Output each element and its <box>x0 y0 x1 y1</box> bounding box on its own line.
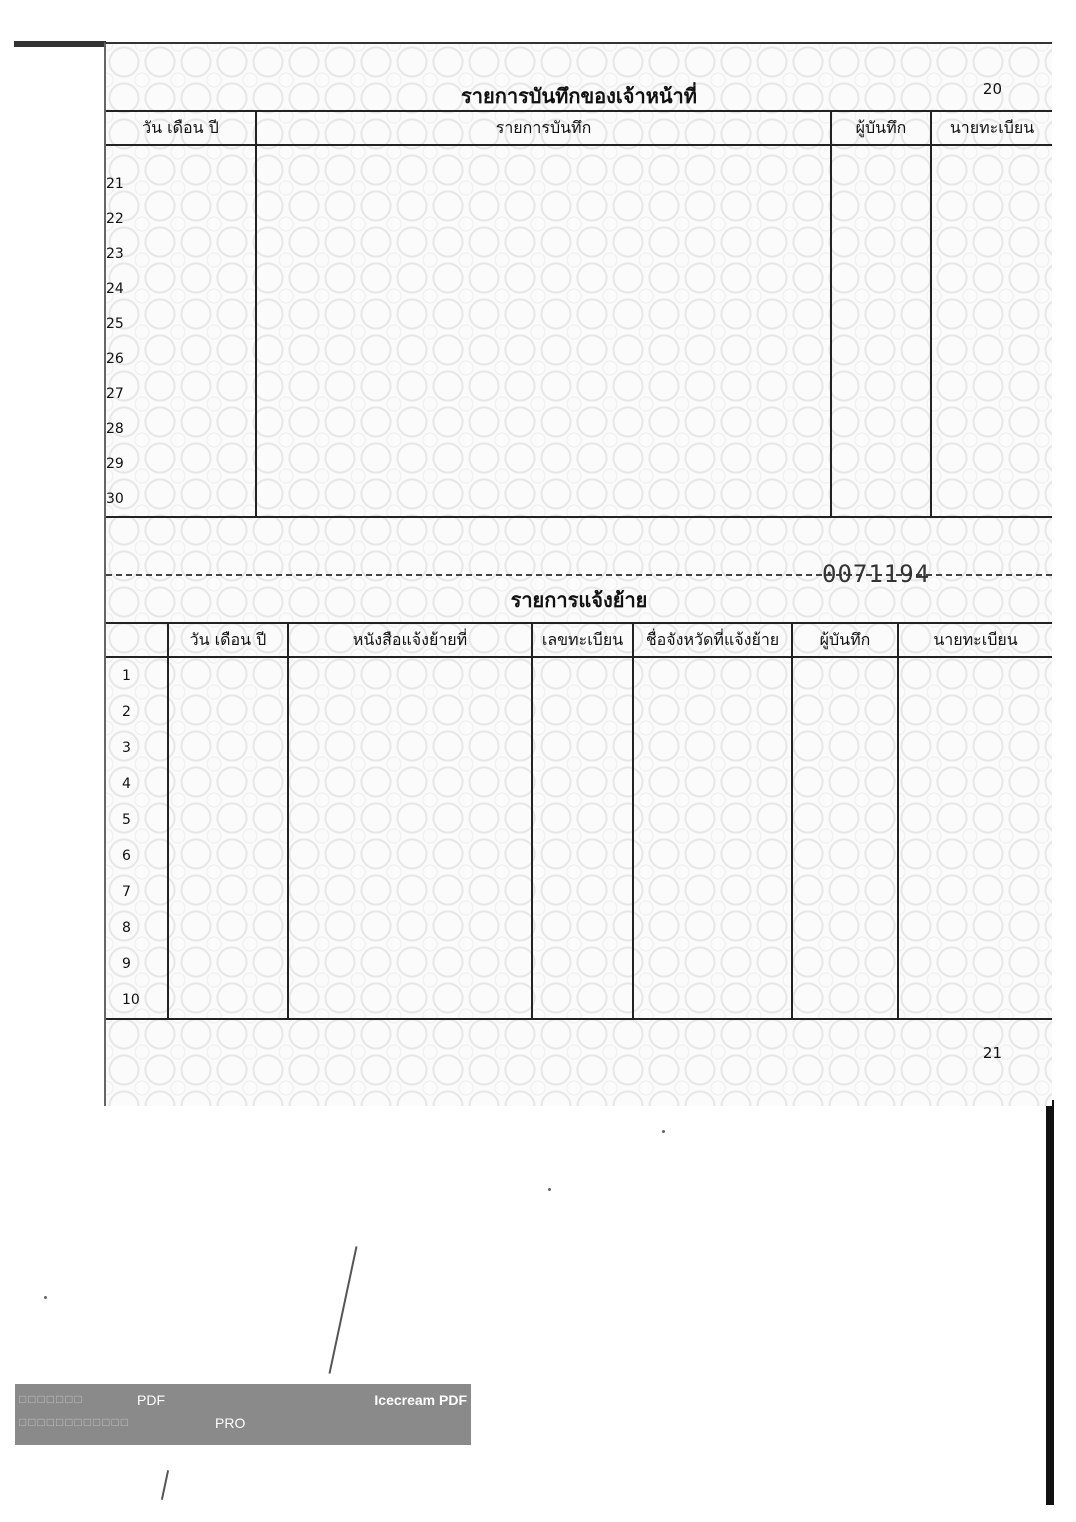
table-row <box>106 766 1052 802</box>
column-header: นายทะเบียน <box>898 623 1052 657</box>
table-row <box>106 236 1052 271</box>
document-sheet <box>104 42 1052 1106</box>
relocation-table <box>106 622 1052 1020</box>
table-row <box>106 306 1052 341</box>
section1-title: รายการบันทึกของเจ้าหน้าที่ <box>461 84 697 108</box>
official-records-table <box>106 110 1052 518</box>
table-row <box>106 730 1052 766</box>
column-header: ผู้บันทึก <box>831 111 931 145</box>
table-row <box>106 874 1052 910</box>
table-row <box>106 341 1052 376</box>
row-number: 23 <box>106 236 256 271</box>
row-number: 10 <box>106 982 168 1019</box>
row-number: 1 <box>106 657 168 694</box>
table-row <box>106 481 1052 517</box>
row-number: 28 <box>106 411 256 446</box>
table-row <box>106 838 1052 874</box>
watermark-label: PRO <box>215 1415 246 1431</box>
table-row <box>106 657 1052 694</box>
scan-edge-line <box>14 41 106 47</box>
serial-number: 0071194 <box>822 560 931 588</box>
table-row <box>106 802 1052 838</box>
scan-mark <box>329 1246 358 1374</box>
table-row <box>106 376 1052 411</box>
row-number: 7 <box>106 874 168 910</box>
row-number: 21 <box>106 166 256 201</box>
section2-title: รายการแจ้งย้าย <box>510 588 648 612</box>
table-header-row <box>106 623 1052 657</box>
table-header-row <box>106 111 1052 145</box>
row-number: 27 <box>106 376 256 411</box>
scan-edge-line <box>1046 1100 1054 1505</box>
scan-speck <box>662 1130 665 1133</box>
column-header: วัน เดือน ปี <box>168 623 288 657</box>
row-number: 2 <box>106 694 168 730</box>
column-header: รายการบันทึก <box>256 111 831 145</box>
row-number: 30 <box>106 481 256 517</box>
table-row <box>106 446 1052 481</box>
row-number: 22 <box>106 201 256 236</box>
column-header: ชื่อจังหวัดที่แจ้งย้าย <box>633 623 792 657</box>
column-header: ผู้บันทึก <box>792 623 898 657</box>
watermark-label: PDF <box>137 1392 165 1408</box>
page-number-bottom: 21 <box>982 1044 1002 1062</box>
table-row <box>106 946 1052 982</box>
watermark-brand: Icecream PDF <box>374 1392 467 1408</box>
table-row <box>106 694 1052 730</box>
page-number-top: 20 <box>982 80 1002 98</box>
row-number: 9 <box>106 946 168 982</box>
table-row <box>106 910 1052 946</box>
column-header: หนังสือแจ้งย้ายที่ <box>288 623 532 657</box>
table-row <box>106 166 1052 201</box>
row-number: 8 <box>106 910 168 946</box>
column-header: เลขทะเบียน <box>532 623 633 657</box>
row-number: 5 <box>106 802 168 838</box>
row-number: 26 <box>106 341 256 376</box>
scan-mark <box>161 1470 169 1500</box>
row-number: 25 <box>106 306 256 341</box>
row-number: 4 <box>106 766 168 802</box>
row-number: 3 <box>106 730 168 766</box>
row-number: 24 <box>106 271 256 306</box>
column-header: นายทะเบียน <box>931 111 1052 145</box>
scan-speck <box>44 1296 47 1299</box>
table-row <box>106 201 1052 236</box>
row-number: 29 <box>106 446 256 481</box>
table-row <box>106 982 1052 1019</box>
row-number: 6 <box>106 838 168 874</box>
pdf-watermark: □□□□□□□ PDF Icecream PDF □□□□□□□□□□□□ PRO <box>15 1384 471 1445</box>
column-header: วัน เดือน ปี <box>106 111 256 145</box>
table-row <box>106 411 1052 446</box>
table-row <box>106 271 1052 306</box>
scan-speck <box>548 1188 551 1191</box>
column-header <box>106 623 168 657</box>
